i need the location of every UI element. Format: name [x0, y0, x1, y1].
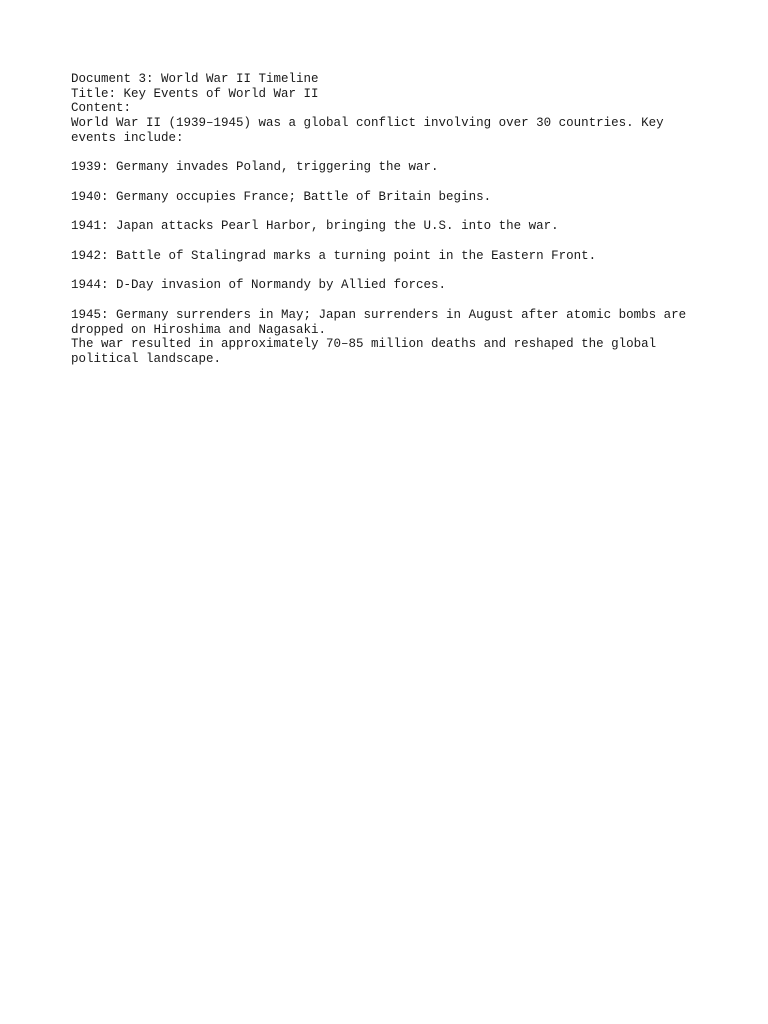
timeline-event: 1945: Germany surrenders in May; Japan surrenders in August after atomic bombs are dropped on Hiroshima and Nagasaki.: [71, 307, 687, 337]
timeline-event: 1939: Germany invades Poland, triggering the war.: [71, 160, 439, 175]
timeline-event: 1940: Germany occupies France; Battle of Britain begins.: [71, 189, 492, 204]
timeline-event: 1942: Battle of Stalingrad marks a turning point in the Eastern Front.: [71, 248, 597, 263]
conclusion-paragraph: The war resulted in approximately 70–85 million deaths and reshaped the global political landscape.: [71, 337, 657, 366]
intro-paragraph: World War II (1939–1945) was a global conflict involving over 30 countries. Key events include:: [71, 116, 664, 145]
document-heading: Document 3: World War II Timeline: [71, 72, 319, 86]
content-label: Content:: [71, 101, 132, 116]
document-page: [71, 72, 711, 367]
timeline-event: 1944: D-Day invasion of Normandy by Allied forces.: [71, 278, 447, 293]
document-title: Title: Key Events of World War II: [71, 86, 319, 101]
timeline-event: 1941: Japan attacks Pearl Harbor, bringing the U.S. into the war.: [71, 219, 559, 234]
